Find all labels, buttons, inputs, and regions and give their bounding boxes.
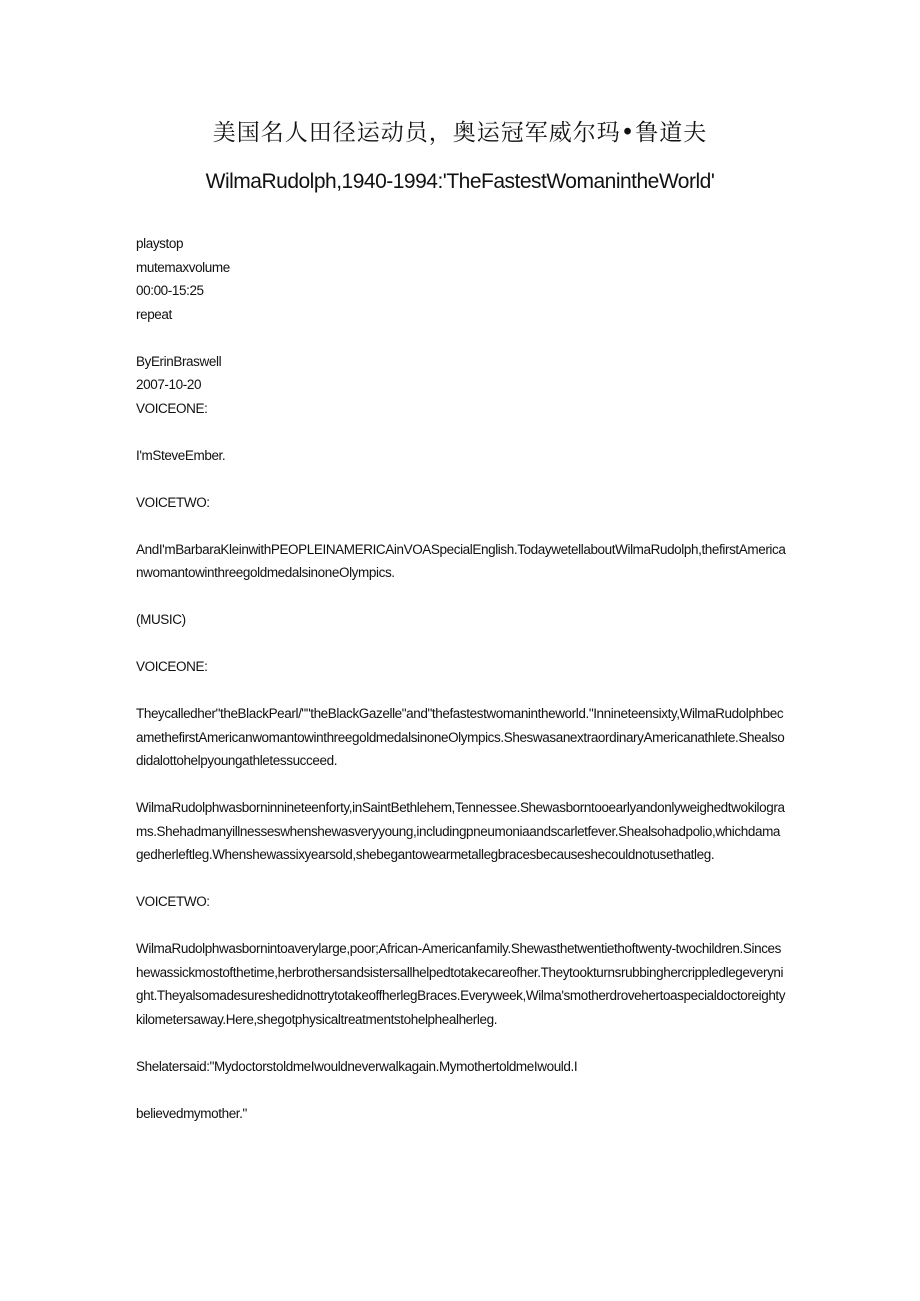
volume-control[interactable]: mutemaxvolume	[136, 259, 230, 275]
speaker-label: VOICEONE:	[136, 400, 208, 416]
speaker-label: VOICEONE:	[136, 659, 208, 674]
date: 2007-10-20	[136, 377, 202, 392]
title-chinese: 美国名人田径运动员，奥运冠军威尔玛•鲁道夫	[212, 120, 708, 146]
paragraph: AndI'mBarbaraKleinwithPEOPLEINAMERICAinVOASpecialEnglish.TodaywetellaboutWilmaRudolph,thefirstAmericanwomantowinthreegoldmedalsinoneOlympics.	[136, 541, 786, 580]
document-body	[136, 232, 786, 1149]
repeat-control[interactable]: repeat	[136, 306, 172, 322]
time-readout: 00:00-15:25	[136, 283, 204, 298]
paragraph: WilmaRudolphwasborninnineteenforty,inSaintBethlehem,Tennessee.Shewasborntooearlyandonlyweighedtwokilograms.Shehadmanyillnesseswhenshewasveryyoung,includingpneumoniaandscarletfever.Shealsohadpolio,whichdamagedherleftleg.Whenshewassixyearsold,shebegantowearmetallegbracesbecauseshecouldnotusethatleg.	[136, 800, 785, 862]
author: ByErinBraswell	[136, 353, 222, 369]
paragraph: I'mSteveEmber.	[136, 447, 226, 463]
byline	[136, 350, 786, 421]
paragraph: Shelatersaid:"MydoctorstoldmeIwouldneverwalkagain.MymothertoldmeIwould.I	[136, 1058, 578, 1074]
music-cue: (MUSIC)	[136, 612, 186, 627]
paragraph: believedmymother."	[136, 1105, 247, 1121]
title-english: WilmaRudolph,1940-1994:'TheFastestWomanintheWorld'	[205, 170, 715, 193]
audio-player-controls	[136, 232, 786, 326]
speaker-label: VOICETWO:	[136, 494, 210, 510]
paragraph: Theycalledher"theBlackPearl/""theBlackGazelle"and"thefastestwomanintheworld."Innineteensixty,WilmaRudolphbecamethefirstAmericanwomantowinthreegoldmedalsinoneOlympics.SheswasanextraordinaryAmericanathlete.Shealsodidalottohelpyoungathletessucceed.	[136, 706, 785, 768]
paragraph: WilmaRudolphwasbornintoaverylarge,poor;African-Americanfamily.Shewasthetwentiethoftwenty-twochildren.Sinceshewassickmostofthetime,herbrothersandsistersallhelpedtotakecareofher.Theytookturnsrubbinghercrippledlegeverynight.TheyalsomadesureshedidnottrytotakeoffherlegBraces.Everyweek,Wilma'smotherdrovehertoaspecialdoctoreightykilometersaway.Here,shegotphysicaltreatmentstohelphealherleg.	[136, 941, 786, 1027]
speaker-label: VOICETWO:	[136, 894, 210, 909]
play-stop-control[interactable]: playstop	[136, 236, 184, 251]
